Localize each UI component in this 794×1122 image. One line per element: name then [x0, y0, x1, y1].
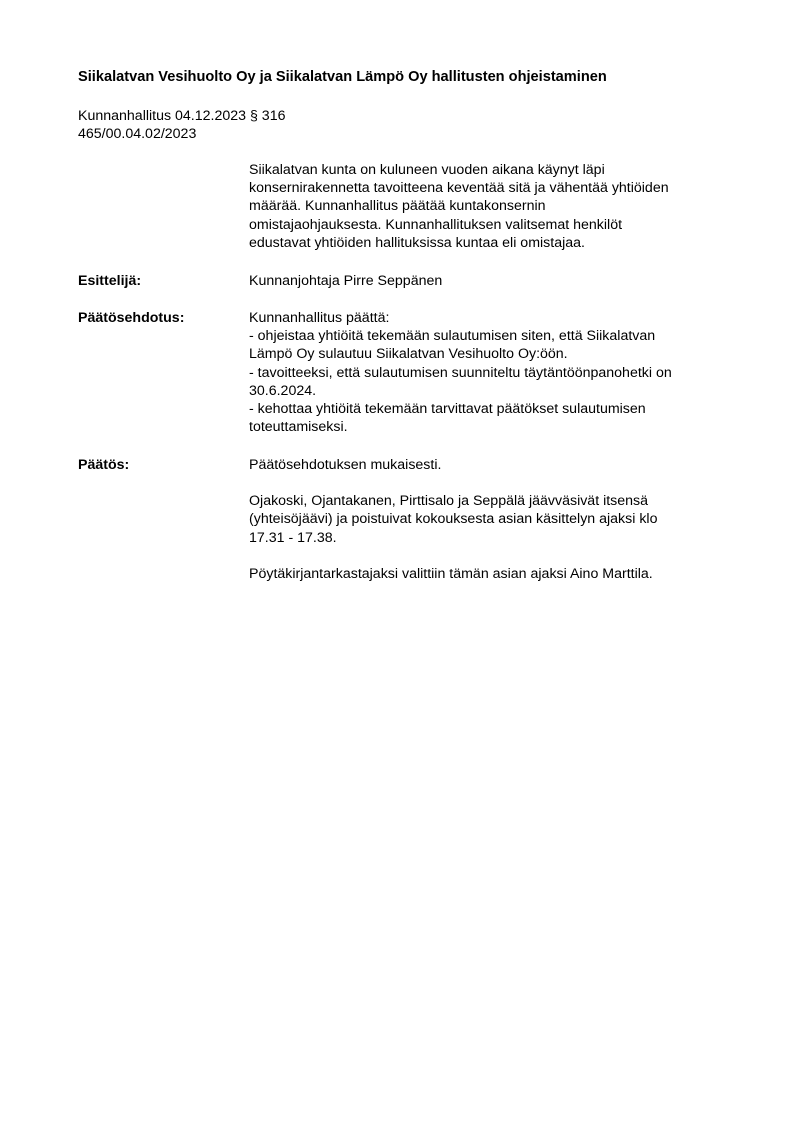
proposal-line: Kunnanhallitus päättä:: [249, 310, 390, 326]
decision-paragraph: Pöytäkirjantarkastajaksi valittiin tämän asian ajaksi Aino Marttila.: [249, 565, 653, 582]
document-meta: [78, 107, 285, 143]
proposal-line: - ohjeistaa yhtiöitä tekemään sulautumisen siten, että Siikalatvan: [249, 328, 656, 345]
decision-text: [249, 456, 728, 583]
record-number: 465/00.04.02/2023: [78, 126, 197, 143]
document-title: Siikalatvan Vesihuolto Oy ja Siikalatvan Lämpö Oy hallitusten ohjeistaminen: [78, 69, 607, 85]
intro-line: Siikalatvan kunta on kuluneen vuoden aikana käynyt läpi: [249, 162, 605, 178]
meeting-reference: Kunnanhallitus 04.12.2023 § 316: [78, 108, 286, 124]
decision-line: Ojakoski, Ojantakanen, Pirttisalo ja Seppälä jäävväsivät itsensä: [249, 493, 649, 510]
intro-line: määrää. Kunnanhallitus päätää kuntakonsernin: [249, 198, 546, 215]
proposal-line: - kehottaa yhtiöitä tekemään tarvittavat päätökset sulautumisen: [249, 401, 646, 418]
proposal-line: Lämpö Oy sulautuu Siikalatvan Vesihuolto Oy:öön.: [249, 346, 568, 363]
intro-line: konsernirakennetta tavoitteena keventää sitä ja vähentää yhtiöiden: [249, 180, 669, 197]
presenter-label: Esittelijä:: [78, 273, 142, 289]
decision-paragraph: Päätösehdotuksen mukaisesti.: [249, 457, 442, 473]
proposal-line: toteuttamiseksi.: [249, 419, 348, 436]
proposal-line: 30.6.2024.: [249, 382, 317, 399]
proposal-line: - tavoitteeksi, että sulautumisen suunniteltu täytäntöönpanohetki on: [249, 364, 672, 381]
decision-line: 17.31 - 17.38.: [249, 529, 337, 546]
intro-text: [249, 161, 728, 252]
decision-label: Päätös:: [78, 457, 130, 473]
decision-line: (yhteisöjäävi) ja poistuivat kokouksesta asian käsittelyn ajaksi klo: [249, 511, 658, 528]
intro-line: edustavat yhtiöiden hallituksissa kuntaa eli omistajaa.: [249, 234, 585, 251]
presenter-value: Kunnanjohtaja Pirre Seppänen: [249, 273, 443, 289]
proposal-text: [249, 309, 728, 436]
intro-line: omistajaohjauksesta. Kunnanhallituksen valitsemat henkilöt: [249, 216, 623, 233]
proposal-label: Päätösehdotus:: [78, 310, 185, 326]
